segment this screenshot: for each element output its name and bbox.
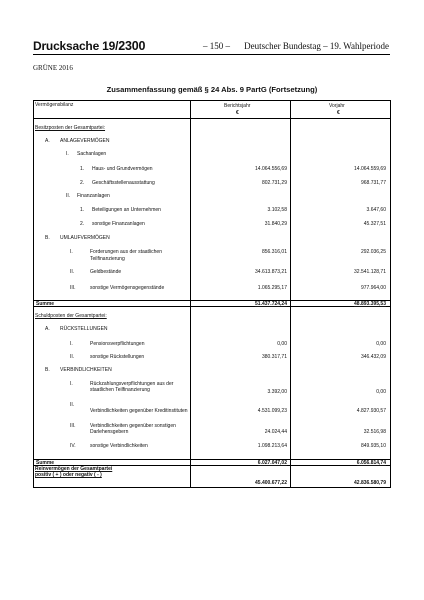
sum-label: Summe	[36, 460, 55, 466]
row-value-current: 14.064.556,69	[255, 166, 287, 172]
row-value-previous: 0,00	[376, 341, 386, 347]
row-label: sonstige Finanzanlagen	[92, 221, 145, 227]
row-num: 1.	[80, 166, 85, 172]
currency-previous: €	[337, 110, 340, 116]
column-header-previous: Vorjahr	[329, 103, 345, 109]
liabilities-a-letter: A.	[45, 326, 50, 332]
row-label: sonstige Verbindlichkeiten	[90, 443, 148, 449]
net-value-current: 45.400.677,22	[255, 480, 287, 486]
row-value-previous: 977.964,00	[360, 285, 386, 291]
document-number: Drucksache 19/2300	[33, 39, 146, 53]
page-title: Zusammenfassung gemäß § 24 Abs. 9 PartG (Fortsetzung)	[106, 85, 318, 94]
sum-value-previous: 6.056.814,74	[356, 460, 386, 466]
currency-current: €	[236, 110, 239, 116]
row-value-current: 380.317,71	[261, 354, 287, 360]
row-value-current: 34.613.873,21	[255, 269, 287, 275]
sum-value-current: 51.437.724,24	[255, 301, 287, 307]
liabilities-a-label: RÜCKSTELLUNGEN	[60, 326, 108, 332]
liabilities-b-label: VERBINDLICHKEITEN	[60, 367, 112, 373]
parliament-label: Deutscher Bundestag – 19. Wahlperiode	[244, 41, 389, 51]
row-value-previous: 32.541.128,71	[354, 269, 386, 275]
row-label: Geschäftsstellenausstattung	[92, 180, 155, 186]
party-label: GRÜNE 2016	[33, 64, 73, 72]
row-value-current: 24.024,44	[264, 429, 287, 435]
row-value-previous: 0,00	[376, 389, 386, 395]
row-value-current: 856.316,01	[261, 249, 287, 255]
row-num: II.	[70, 354, 75, 360]
row-num: I.	[70, 341, 73, 347]
table-border-bottom	[33, 487, 391, 488]
row-num: I.	[70, 381, 73, 387]
row-label: Rückzahlungsverpflichtungen aus der	[90, 381, 174, 387]
row-value-previous: 14.064.559,69	[354, 166, 386, 172]
row-value-previous: 3.647,60	[366, 207, 386, 213]
row-value-current: 3.392,00	[267, 389, 287, 395]
row-num: 1.	[80, 207, 85, 213]
sum-value-previous: 48.893.395,53	[354, 301, 386, 307]
row-label: sonstige Vermögensgegenstände	[90, 285, 165, 291]
row-label: Haus- und Grundvermögen	[92, 166, 153, 172]
row-label: sonstige Rückstellungen	[90, 354, 145, 360]
row-value-current: 0,00	[277, 341, 287, 347]
row-value-previous: 346.432,09	[360, 354, 386, 360]
sum-value-current: 6.027.047,02	[257, 460, 287, 466]
assets-heading: Besitzposten der Gesamtpartei:	[35, 125, 106, 131]
table-head-label: Vermögensbilanz	[35, 102, 74, 108]
assets-a1-num: I.	[66, 151, 69, 157]
assets-a-label: ANLAGEVERMÖGEN	[60, 138, 110, 144]
row-num: II.	[70, 402, 75, 408]
table-border-top	[33, 100, 391, 101]
page-number: – 150 –	[203, 41, 230, 51]
row-value-previous: 292.036,25	[360, 249, 386, 255]
row-num: I.	[70, 249, 73, 255]
row-label: Beteiligungen an Unternehmen	[92, 207, 161, 213]
row-value-current: 31.840,29	[264, 221, 287, 227]
row-value-current: 1.065.295,17	[257, 285, 287, 291]
header-rule	[33, 54, 390, 55]
row-value-previous: 968.731,77	[360, 180, 386, 186]
header-row-rule	[33, 118, 391, 119]
net-assets-sign-label: positiv ( + ) oder negativ ( - )	[35, 472, 102, 478]
row-label-cont: staatlichen Teilfinanzierung	[90, 387, 150, 393]
row-value-previous: 849.935,10	[360, 443, 386, 449]
column-header-current: Berichtsjahr	[224, 103, 251, 109]
row-value-current: 3.102,58	[267, 207, 287, 213]
row-label: Verbindlichkeiten gegenüber Kreditinstituten	[90, 408, 188, 414]
table-border-right	[390, 100, 391, 488]
net-value-previous: 42.836.580,79	[354, 480, 386, 486]
row-num: II.	[70, 269, 75, 275]
row-num: III.	[70, 285, 76, 291]
assets-a-letter: A.	[45, 138, 50, 144]
document-number-value: 2300	[118, 39, 146, 53]
assets-b-label: UMLAUFVERMÖGEN	[60, 235, 110, 241]
row-value-previous: 32.516,98	[363, 429, 386, 435]
row-label: Verbindlichkeiten gegenüber sonstigen	[90, 423, 176, 429]
assets-a2-label: Finanzanlagen	[77, 193, 110, 199]
row-num: IV.	[70, 443, 76, 449]
row-value-current: 1.098.213,64	[257, 443, 287, 449]
row-label-cont: Teilfinanzierung	[90, 256, 125, 262]
liabilities-heading: Schuldposten der Gesamtpartei:	[35, 313, 107, 319]
net-assets-label: Reinvermögen der Gesamtpartei	[35, 466, 113, 472]
row-value-previous: 45.327,51	[363, 221, 386, 227]
table-border-left	[33, 100, 34, 488]
assets-a1-label: Sachanlagen	[77, 151, 107, 157]
liabilities-b-letter: B.	[45, 367, 50, 373]
assets-a2-num: II.	[66, 193, 71, 199]
row-value-current: 802.731,29	[261, 180, 287, 186]
row-label: Pensionsverpflichtungen	[90, 341, 145, 347]
assets-b-letter: B.	[45, 235, 50, 241]
row-label: Forderungen aus der staatlichen	[90, 249, 162, 255]
row-num: III.	[70, 423, 76, 429]
sum-label: Summe	[36, 301, 55, 307]
row-value-current: 4.531.099,23	[257, 408, 287, 414]
row-num: 2.	[80, 221, 85, 227]
row-label: Geldbestände	[90, 269, 122, 275]
row-num: 2.	[80, 180, 85, 186]
row-label-cont: Darlehensgebern	[90, 429, 129, 435]
row-value-previous: 4.827.930,57	[356, 408, 386, 414]
